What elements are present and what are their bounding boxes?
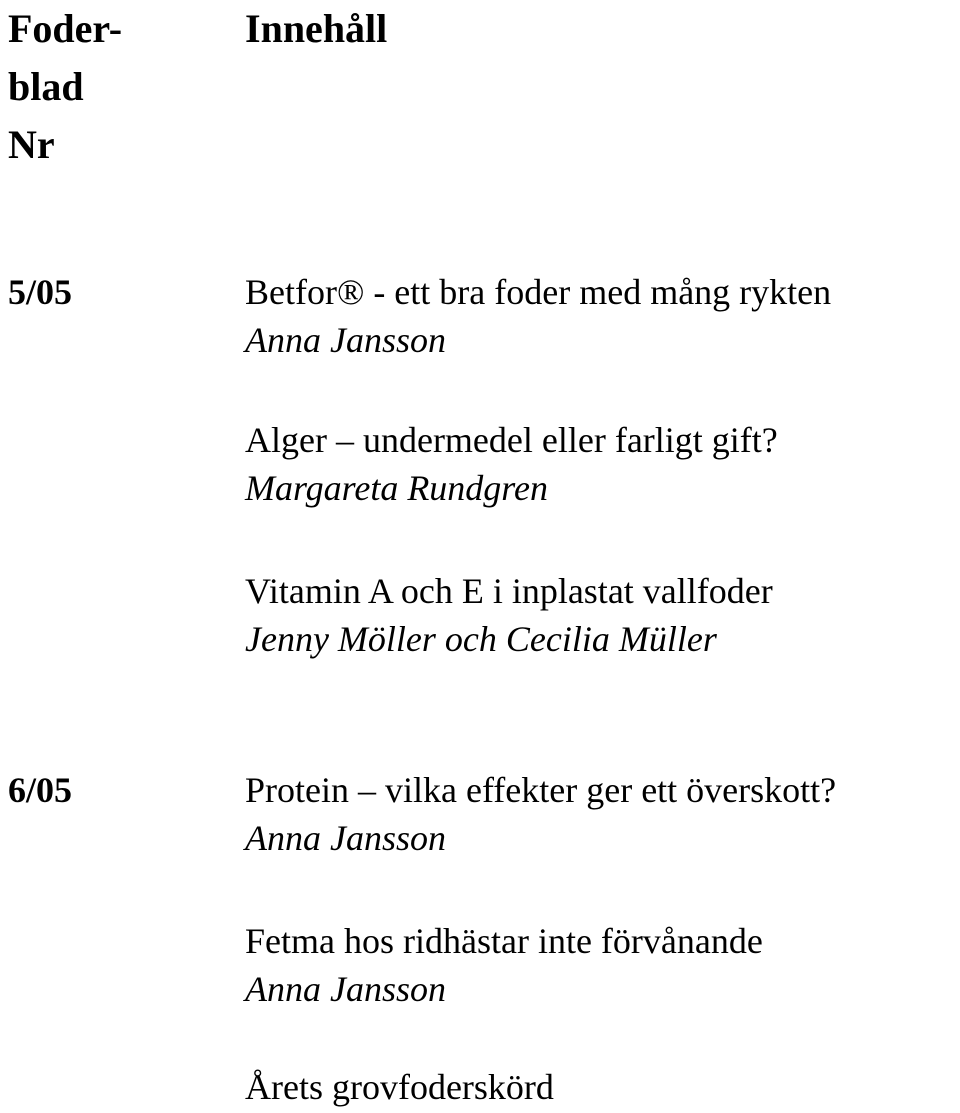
article-entry xyxy=(245,917,960,1013)
article-entry xyxy=(245,567,960,663)
article-title: Årets grovfoderskörd xyxy=(245,1067,554,1107)
article-entry xyxy=(245,1063,960,1111)
article-title: Protein – vilka effekter ger ett överskott? xyxy=(245,770,837,810)
column-header-line: Nr xyxy=(8,122,55,167)
article-title: Betfor® - ett bra foder med mång rykten xyxy=(245,272,832,312)
article-title: Vitamin A och E i inplastat vallfoder xyxy=(245,571,773,611)
article-author: Anna Jansson xyxy=(245,320,446,360)
column-header-contents: Innehåll xyxy=(245,6,388,51)
column-header-line: Foder- xyxy=(8,6,123,51)
article-author: Anna Jansson xyxy=(245,969,446,1009)
article-title: Alger – undermedel eller farligt gift? xyxy=(245,420,778,460)
article-title: Fetma hos ridhästar inte förvånande xyxy=(245,921,763,961)
article-author: Anna Jansson xyxy=(245,818,446,858)
column-header-line: blad xyxy=(8,64,84,109)
article-entry xyxy=(245,268,960,364)
article-entry xyxy=(245,766,960,862)
issue-number: 6/05 xyxy=(8,770,73,810)
article-entry xyxy=(245,416,960,512)
article-author: Margareta Rundgren xyxy=(245,468,548,508)
column-header-issue-number xyxy=(8,0,208,174)
article-author: Jenny Möller och Cecilia Müller xyxy=(245,619,717,659)
issue-number: 5/05 xyxy=(8,272,73,312)
